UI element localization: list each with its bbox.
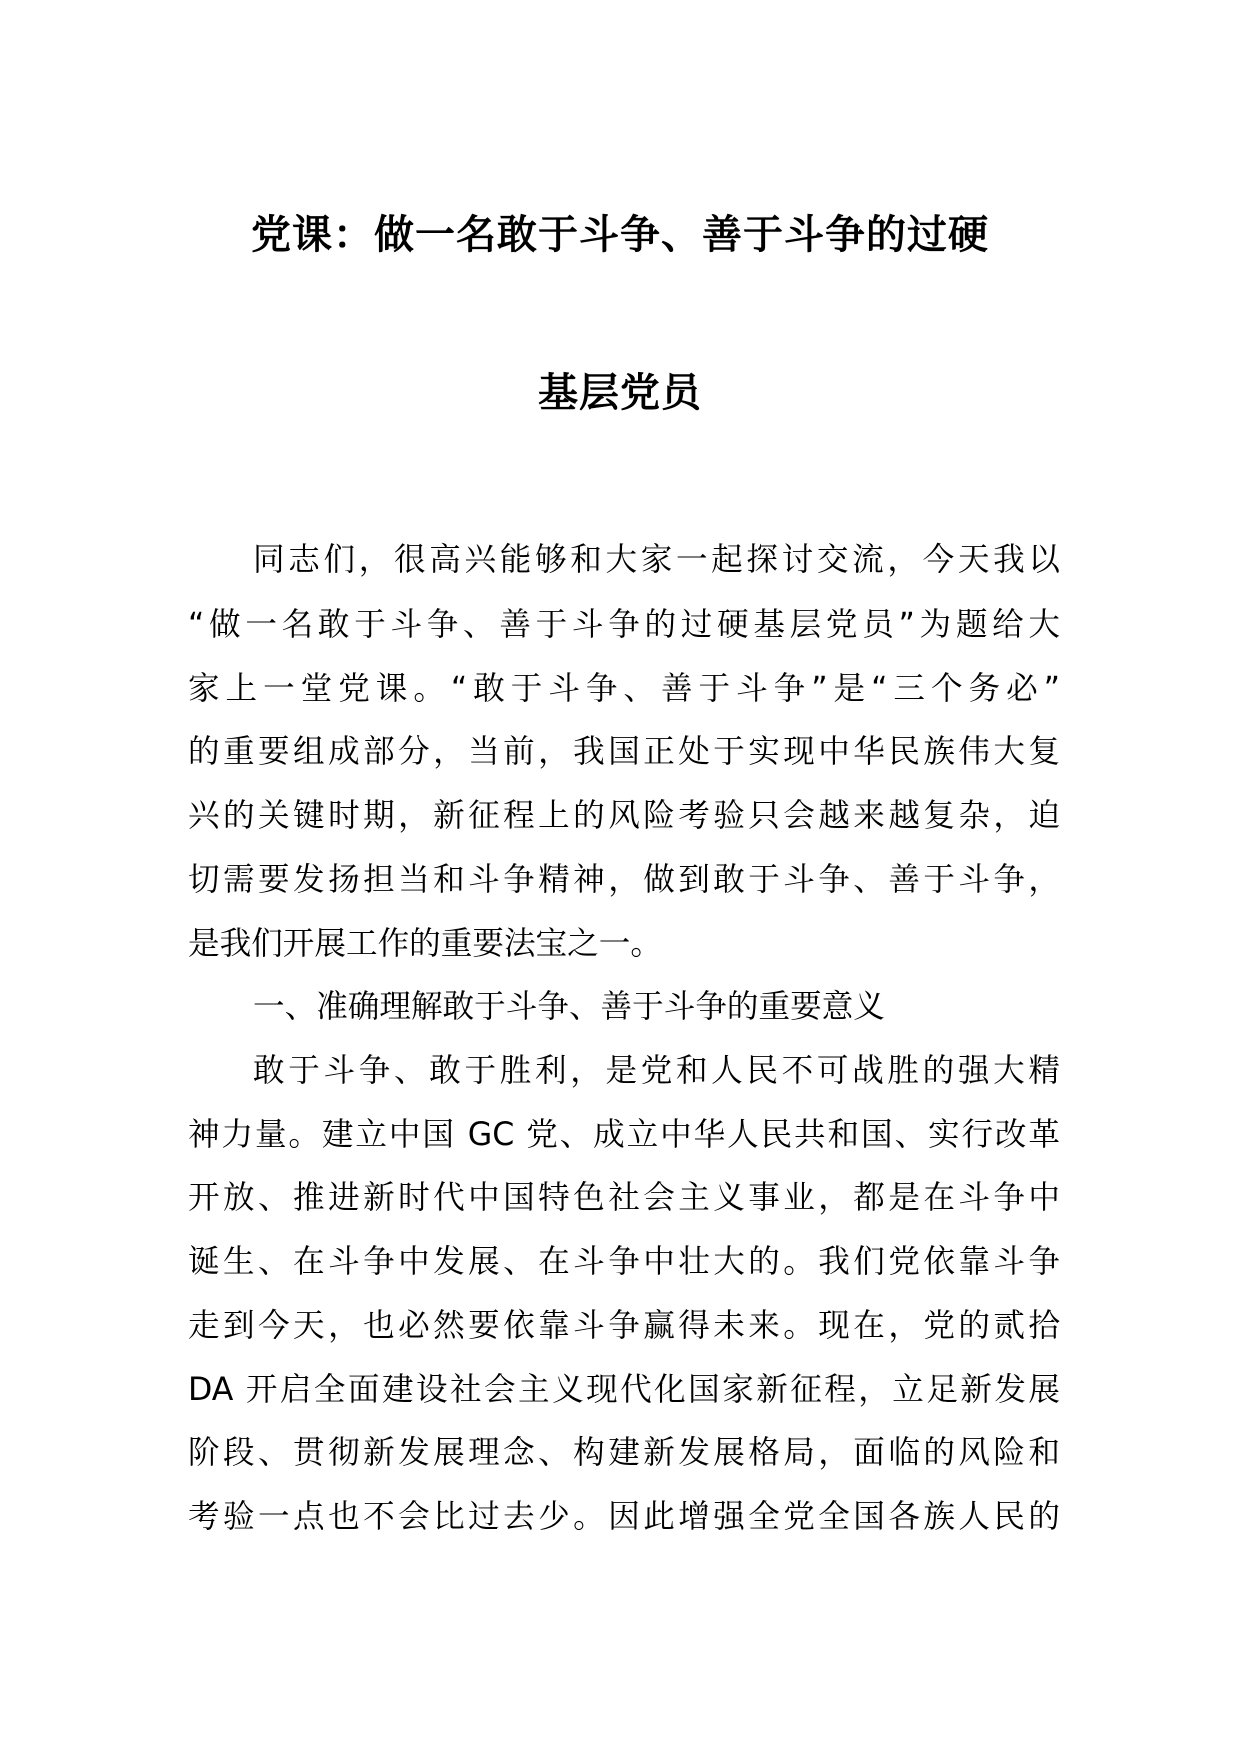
paragraph-2-line-2: 神力量。建立中国 GC 党、成立中华人民共和国、实行改革	[188, 1117, 1060, 1153]
paragraph-1-line-4: 的重要组成部分，当前，我国正处于实现中华民族伟大复	[188, 734, 1060, 770]
paragraph-1-line-3: 家上一堂党课。“敢于斗争、善于斗争”是“三个务必”	[188, 671, 1060, 707]
section-heading-1: 一、准确理解敢于斗争、善于斗争的重要意义	[253, 989, 885, 1025]
paragraph-1-line-2: “做一名敢于斗争、善于斗争的过硬基层党员”为题给大	[188, 607, 1060, 643]
paragraph-2-line-1: 敢于斗争、敢于胜利，是党和人民不可战胜的强大精	[253, 1053, 1060, 1089]
paragraph-2-line-5: 走到今天，也必然要依靠斗争赢得未来。现在，党的贰拾	[188, 1308, 1060, 1344]
paragraph-1-line-6: 切需要发扬担当和斗争精神，做到敢于斗争、善于斗争，	[188, 862, 1060, 898]
paragraph-2-line-7: 阶段、贯彻新发展理念、构建新发展格局，面临的风险和	[188, 1435, 1060, 1471]
paragraph-2-line-8: 考验一点也不会比过去少。因此增强全党全国各族人民的	[188, 1499, 1060, 1535]
paragraph-1-line-1: 同志们，很高兴能够和大家一起探讨交流，今天我以	[253, 542, 1060, 578]
paragraph-2-line-3: 开放、推进新时代中国特色社会主义事业，都是在斗争中	[188, 1180, 1060, 1216]
document-title-line-2: 基层党员	[538, 370, 702, 416]
paragraph-2-line-6: DA 开启全面建设社会主义现代化国家新征程，立足新发展	[188, 1372, 1060, 1408]
document-title-line-1: 党课：做一名敢于斗争、善于斗争的过硬	[251, 212, 989, 258]
paragraph-1-line-5: 兴的关键时期，新征程上的风险考验只会越来越复杂，迫	[188, 798, 1060, 834]
paragraph-1-line-7: 是我们开展工作的重要法宝之一。	[188, 926, 662, 962]
paragraph-2-line-4: 诞生、在斗争中发展、在斗争中壮大的。我们党依靠斗争	[188, 1244, 1060, 1280]
